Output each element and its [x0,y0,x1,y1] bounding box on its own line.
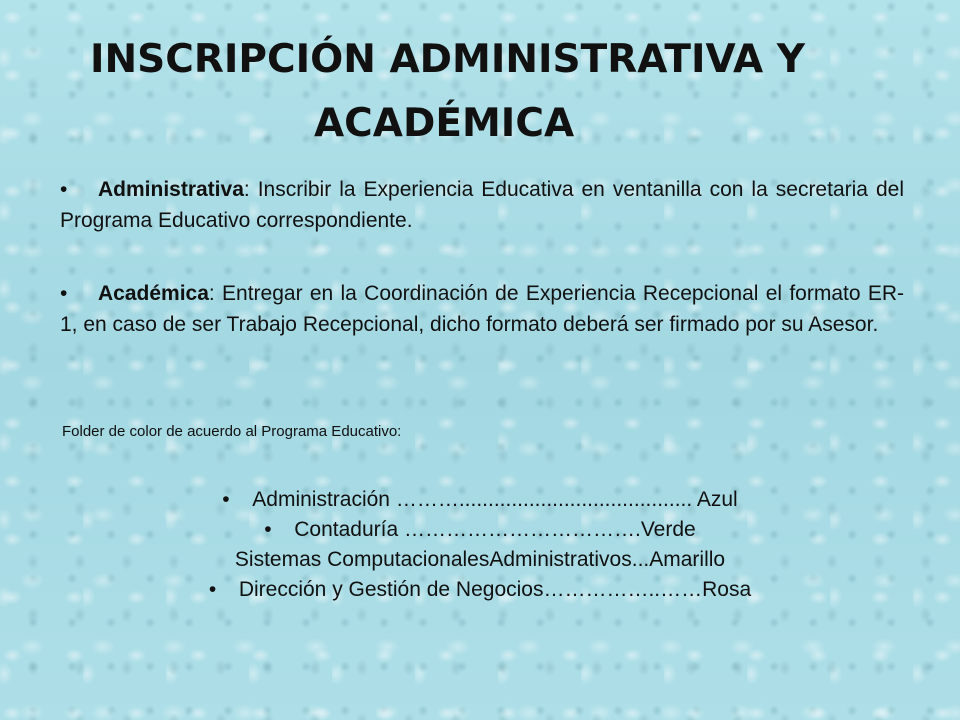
paragraph-academica-text: : Entregar en la Coordinación de Experiencia Recepcional el formato ER-1, en caso de ser Trabajo Recepcional, dicho formato deberá ser firmado por su Asesor. [60,282,904,336]
program-color-list [130,485,830,605]
program-contaduria: Contaduría …………………………….Verde [294,518,696,541]
list-item [130,545,830,575]
paragraph-administrativa-text: : Inscribir la Experiencia Educativa en ventanilla con la secretaria del Programa Educativo correspondiente. [60,178,904,232]
bullet-icon: • [60,178,68,201]
program-direccion: Dirección y Gestión de Negocios……………..……Rosa [238,578,752,601]
paragraph-academica [60,278,904,340]
bullet-icon: • [208,578,217,601]
program-sistemas: Sistemas ComputacionalesAdministrativos...Amarillo [234,548,726,571]
bullet-icon: • [222,488,230,511]
list-item [130,515,830,545]
folder-note: Folder de color de acuerdo al Programa Educativo: [62,423,402,440]
program-administracion: Administración ………........................................ Azul [252,488,738,511]
term-administrativa: Administrativa [98,178,244,201]
list-item [130,485,830,515]
list-item [130,575,830,605]
slide-title-line1: INSCRIPCIÓN ADMINISTRATIVA Y [90,37,806,82]
bullet-icon: • [264,518,272,541]
paragraph-administrativa [60,174,904,236]
slide-title-line2: ACADÉMICA [314,101,575,146]
bullet-icon: • [60,282,68,305]
term-academica: Académica [98,282,209,305]
